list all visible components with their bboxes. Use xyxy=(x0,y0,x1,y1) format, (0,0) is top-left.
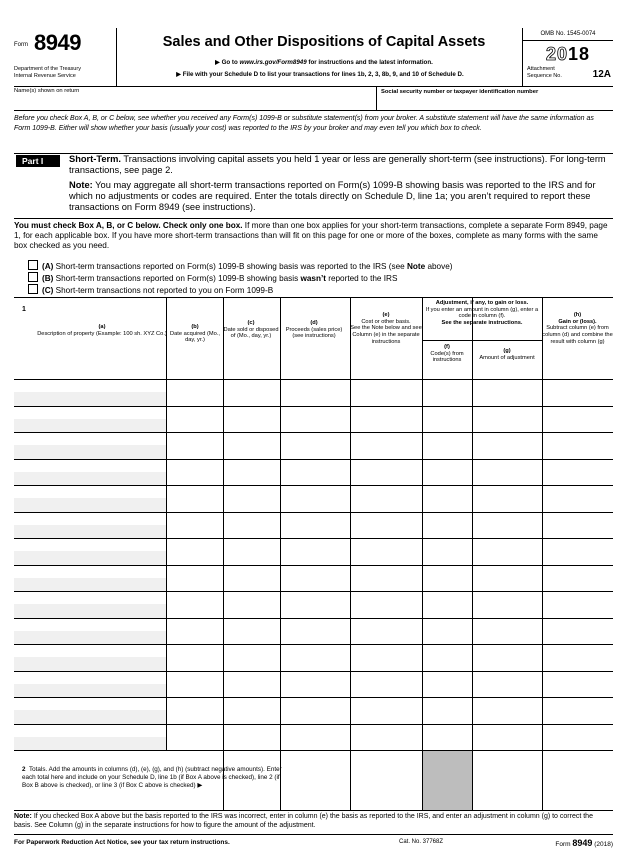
note-label: Note: xyxy=(69,180,93,190)
col-h-header xyxy=(542,312,613,346)
table-cell-input[interactable] xyxy=(350,485,422,512)
table-cell-input[interactable] xyxy=(542,697,613,724)
irs-url-link[interactable]: www.irs.gov/Form8949 xyxy=(239,59,307,66)
table-cell-input[interactable] xyxy=(280,538,350,565)
col-c-header xyxy=(223,320,279,340)
table-cell-input[interactable] xyxy=(350,512,422,539)
table-cell-input[interactable] xyxy=(350,618,422,645)
table-cell-input[interactable] xyxy=(166,485,223,512)
table-cell-input[interactable] xyxy=(280,618,350,645)
table-cell-input[interactable] xyxy=(166,459,223,486)
col-a-text: Description of property (Example: 100 sh. XYZ Co.) xyxy=(37,330,167,337)
table-cell-input[interactable] xyxy=(280,485,350,512)
table-cell-input[interactable] xyxy=(350,565,422,592)
table-cell-input[interactable] xyxy=(422,697,472,724)
goto-prefix: ▶ Go to xyxy=(215,59,240,66)
col-f-letter: (f) xyxy=(444,344,450,350)
checkbox-b-row[interactable] xyxy=(28,272,397,284)
instructions-link-line xyxy=(126,59,522,66)
table-cell-input[interactable] xyxy=(166,512,223,539)
table-cell-input[interactable] xyxy=(14,432,166,459)
table-cell-input[interactable] xyxy=(542,618,613,645)
table-cell-input[interactable] xyxy=(422,538,472,565)
col-b-text: Date acquired (Mo., day, yr.) xyxy=(170,330,220,344)
table-cell-input[interactable] xyxy=(422,671,472,698)
table-cell-input[interactable] xyxy=(166,697,223,724)
col-f-header xyxy=(422,344,472,364)
form-word: Form xyxy=(14,42,28,48)
name-field[interactable]: Name(s) shown on return xyxy=(14,88,80,94)
table-cell-input[interactable] xyxy=(422,565,472,592)
table-cell-input[interactable] xyxy=(223,591,280,618)
table-cell-input[interactable] xyxy=(223,379,280,406)
col-f-text: Code(s) from instructions xyxy=(430,350,464,364)
basis-note xyxy=(14,810,613,830)
col-d-letter: (d) xyxy=(310,320,318,326)
col-h-text: Subtract column (e) from column (d) and combine the result with column (g) xyxy=(542,325,613,345)
totals-text: Totals. Add the amounts in columns (d), (e), (g), and (h) (subtract negative amounts). Enter each total here and include on your Schedule D, line 1b (if Box A above is checked), line 2 (if Box B above is checked), or line 3 (if Box C above is checked) ▶ xyxy=(22,766,282,789)
table-cell-input[interactable] xyxy=(166,538,223,565)
table-cell-input[interactable] xyxy=(280,406,350,433)
table-cell-input[interactable] xyxy=(280,432,350,459)
table-cell-input[interactable] xyxy=(422,485,472,512)
table-cell-input[interactable] xyxy=(14,618,166,645)
form-id-block xyxy=(14,28,117,86)
table-cell-input[interactable] xyxy=(14,512,166,539)
table-cell-input[interactable] xyxy=(166,591,223,618)
line-number-1: 1 xyxy=(22,306,26,313)
form-title: Sales and Other Dispositions of Capital Assets xyxy=(162,34,486,50)
table-cell-input[interactable] xyxy=(166,724,223,751)
table-cell-input[interactable] xyxy=(422,432,472,459)
checkbox-b[interactable] xyxy=(28,272,38,282)
basis-note-label: Note: xyxy=(14,813,32,820)
part-heading-text xyxy=(69,154,609,175)
table-cell-input[interactable] xyxy=(350,697,422,724)
col-e-text1: Cost or other basis. xyxy=(361,318,411,325)
part-heading: Short-Term. xyxy=(69,154,121,164)
form-header xyxy=(14,28,613,87)
part-label: Part I xyxy=(16,155,60,167)
table-cell-input[interactable] xyxy=(542,565,613,592)
table-cell-input[interactable] xyxy=(14,724,166,751)
footer-form-number: 8949 xyxy=(572,838,593,848)
table-cell-input[interactable] xyxy=(223,512,280,539)
table-cell-input[interactable] xyxy=(542,671,613,698)
col-e-letter: (e) xyxy=(382,312,390,318)
table-cell-input[interactable] xyxy=(280,724,350,751)
checkbox-a-bold: Note xyxy=(406,262,426,271)
table-cell-input[interactable] xyxy=(14,485,166,512)
year-outline: 20 xyxy=(545,44,568,64)
checkbox-c-row[interactable] xyxy=(28,284,273,296)
footer-form-word: Form xyxy=(555,841,571,848)
table-cell-input[interactable] xyxy=(223,671,280,698)
table-cell-input[interactable] xyxy=(14,697,166,724)
checkbox-a-row[interactable] xyxy=(28,260,452,272)
table-cell-input[interactable] xyxy=(472,538,542,565)
attachment-label: Attachment xyxy=(527,66,555,72)
col-b-header xyxy=(166,324,224,344)
footer-form-year: (2018) xyxy=(594,841,613,848)
ssn-field[interactable]: Social security number or taxpayer identification number xyxy=(376,86,614,110)
col-a-letter: (a) xyxy=(98,324,106,330)
table-cell-input[interactable] xyxy=(472,406,542,433)
table-cell-input[interactable] xyxy=(422,459,472,486)
table-cell-input[interactable] xyxy=(223,618,280,645)
table-cell-input[interactable] xyxy=(223,565,280,592)
adj-bold: See the separate instructions. xyxy=(441,320,523,327)
table-cell-input[interactable] xyxy=(166,618,223,645)
table-cell-input[interactable] xyxy=(280,671,350,698)
tax-year xyxy=(523,44,613,65)
basis-note-text: If you checked Box A above but the basis reported to the IRS was incorrect, enter in column (e) the basis as reported to the IRS, and enter an adjustment in column (g) to correct the basis. See Column (g) in the separate instructions for how to figure the amount of the adjustment. xyxy=(14,813,593,829)
col-g-letter: (g) xyxy=(503,348,511,354)
checkbox-c-text: Short-term transactions not reported to you on Form 1099-B xyxy=(53,286,274,295)
sequence-number: 12A xyxy=(592,69,611,80)
table-cell-input[interactable] xyxy=(472,618,542,645)
table-cell-input[interactable] xyxy=(542,485,613,512)
table-cell-input[interactable] xyxy=(280,591,350,618)
col-h-letter: (h) xyxy=(573,312,582,318)
table-cell-input[interactable] xyxy=(422,644,472,671)
table-cell-input[interactable] xyxy=(472,644,542,671)
totals-line xyxy=(22,766,282,790)
table-cell-input[interactable] xyxy=(223,538,280,565)
table-cell-input[interactable] xyxy=(422,512,472,539)
must-check-lead: You must check Box A, B, or C below. Check only one box. xyxy=(14,221,243,230)
col-c-letter: (c) xyxy=(247,320,255,326)
table-cell-input[interactable] xyxy=(350,591,422,618)
sequence-label: Sequence No. xyxy=(527,72,562,79)
table-cell-input[interactable] xyxy=(280,379,350,406)
table-cell-input[interactable] xyxy=(280,697,350,724)
table-cell-input[interactable] xyxy=(472,591,542,618)
adjustment-subheader-divider xyxy=(422,340,542,341)
footer-form-id xyxy=(555,838,613,848)
table-cell-input[interactable] xyxy=(166,565,223,592)
totals-code-cell-disabled xyxy=(422,750,472,810)
note-text: You may aggregate all short-term transactions reported on Form(s) 1099-B showing basis was reported to the IRS and for which no adjustments or codes are required. Enter the totals directly on Schedule D, line 1a; you aren’t required to report these transactions on Form 8949 (see instructions). xyxy=(69,180,596,212)
checkbox-c[interactable] xyxy=(28,284,38,294)
omb-block xyxy=(522,28,613,86)
table-cell-input[interactable] xyxy=(472,432,542,459)
table-cell-input[interactable] xyxy=(166,406,223,433)
form-number: 8949 xyxy=(34,30,81,55)
table-cell-input[interactable] xyxy=(280,459,350,486)
table-cell-input[interactable] xyxy=(472,671,542,698)
table-cell-input[interactable] xyxy=(14,406,166,433)
table-cell-input[interactable] xyxy=(422,618,472,645)
table-cell-input[interactable] xyxy=(350,644,422,671)
checkbox-b-bold: wasn’t xyxy=(300,274,326,283)
name-ssn-row xyxy=(14,86,613,111)
adj-text: If you enter an amount in column (g), enter a code in column (f). xyxy=(425,306,539,320)
checkbox-b-after: reported to the IRS xyxy=(325,274,398,283)
paperwork-notice: For Paperwork Reduction Act Notice, see your tax return instructions. xyxy=(14,839,230,846)
file-with-line: ▶ File with your Schedule D to list your transactions for lines 1b, 2, 3, 8b, 9, and 10 of Schedule D. xyxy=(176,71,464,78)
checkbox-b-letter: (B) xyxy=(42,274,54,283)
checkbox-a-letter: (A) xyxy=(42,262,54,271)
year-bold: 18 xyxy=(568,44,591,64)
attachment-sequence xyxy=(527,66,562,79)
table-cell-input[interactable] xyxy=(350,724,422,751)
table-cell-input[interactable] xyxy=(350,538,422,565)
col-c-text: Date sold or disposed of (Mo., day, yr.) xyxy=(223,326,279,340)
table-cell-input[interactable] xyxy=(280,565,350,592)
table-cell-input[interactable] xyxy=(422,379,472,406)
table-cell-input[interactable] xyxy=(542,724,613,751)
table-cell-input[interactable] xyxy=(542,406,613,433)
col-e-text2: See the Note below and see Column (e) in the separate instructions xyxy=(350,325,422,345)
col-g-text: Amount of adjustment xyxy=(479,354,535,361)
table-cell-input[interactable] xyxy=(14,538,166,565)
checkbox-a-after: above) xyxy=(425,262,453,271)
table-cell-input[interactable] xyxy=(14,591,166,618)
irs-name: Internal Revenue Service xyxy=(14,73,76,79)
table-cell-input[interactable] xyxy=(14,565,166,592)
table-cell-input[interactable] xyxy=(350,459,422,486)
table-cell-input[interactable] xyxy=(280,512,350,539)
col-a-header xyxy=(36,324,168,337)
must-check-text xyxy=(14,221,612,251)
table-row-line xyxy=(14,750,613,751)
table-cell-input[interactable] xyxy=(14,379,166,406)
col-h-title: Gain or (loss). xyxy=(558,318,597,325)
omb-number: OMB No. 1545-0074 xyxy=(523,28,613,41)
table-cell-input[interactable] xyxy=(223,459,280,486)
form-footer xyxy=(14,834,613,851)
table-cell-input[interactable] xyxy=(223,406,280,433)
transactions-table xyxy=(14,297,613,810)
table-cell-input[interactable] xyxy=(472,697,542,724)
table-cell-input[interactable] xyxy=(350,432,422,459)
table-cell-input[interactable] xyxy=(542,432,613,459)
table-cell-input[interactable] xyxy=(223,697,280,724)
table-cell-input[interactable] xyxy=(166,671,223,698)
must-check-body: If more than one box applies for your short-term transactions, complete a separate Form 8949, page 1, for each applicable box. If you have more short-term transactions than will fit on this page for one or more of the boxes, complete as many forms with the same box checked as you need. xyxy=(14,221,608,250)
table-cell-input[interactable] xyxy=(166,379,223,406)
table-cell-input[interactable] xyxy=(542,538,613,565)
must-check-divider xyxy=(14,218,613,219)
table-cell-input[interactable] xyxy=(223,644,280,671)
department-label xyxy=(14,66,114,80)
department-name: Department of the Treasury xyxy=(14,66,81,72)
table-cell-input[interactable] xyxy=(422,406,472,433)
table-cell-input[interactable] xyxy=(542,379,613,406)
table-cell-input[interactable] xyxy=(472,512,542,539)
col-e-header xyxy=(350,312,422,346)
adjustment-header xyxy=(422,300,542,327)
table-cell-input[interactable] xyxy=(472,565,542,592)
table-cell-input[interactable] xyxy=(542,591,613,618)
checkbox-b-text: Short-term transactions reported on Form(s) 1099-B showing basis xyxy=(53,274,301,283)
checkbox-c-letter: (C) xyxy=(42,286,54,295)
table-cell-input[interactable] xyxy=(223,432,280,459)
table-cell-input[interactable] xyxy=(166,644,223,671)
table-cell-input[interactable] xyxy=(472,379,542,406)
table-cell-input[interactable] xyxy=(223,724,280,751)
adj-title: Adjustment, if any, to gain or loss. xyxy=(435,300,529,306)
col-b-letter: (b) xyxy=(191,324,199,330)
table-cell-input[interactable] xyxy=(14,459,166,486)
table-cell-input[interactable] xyxy=(14,644,166,671)
table-cell-input[interactable] xyxy=(422,591,472,618)
table-cell-input[interactable] xyxy=(166,432,223,459)
table-cell-input[interactable] xyxy=(14,671,166,698)
table-cell-input[interactable] xyxy=(350,671,422,698)
goto-suffix: for instructions and the latest information. xyxy=(306,59,433,66)
col-d-text: Proceeds (sales price) (see instructions) xyxy=(285,326,343,340)
table-cell-input[interactable] xyxy=(472,485,542,512)
table-cell-input[interactable] xyxy=(280,644,350,671)
checkbox-a-text: Short-term transactions reported on Form(s) 1099-B showing basis was reported to the IRS (see xyxy=(53,262,407,271)
table-cell-input[interactable] xyxy=(542,459,613,486)
table-cell-input[interactable] xyxy=(542,512,613,539)
table-cell-input[interactable] xyxy=(472,724,542,751)
totals-number: 2 xyxy=(22,766,26,773)
table-cell-input[interactable] xyxy=(542,644,613,671)
aggregate-note xyxy=(69,180,609,213)
part-description: Transactions involving capital assets you held 1 year or less are generally short-term (see instructions). For long-term transactions, see page 2. xyxy=(69,154,606,175)
table-cell-input[interactable] xyxy=(350,406,422,433)
table-cell-input[interactable] xyxy=(223,485,280,512)
table-cell-input[interactable] xyxy=(472,459,542,486)
table-cell-input[interactable] xyxy=(350,379,422,406)
col-d-header xyxy=(280,320,348,340)
intro-text: Before you check Box A, B, or C below, see whether you received any Form(s) 1099-B or substitute statement(s) from your broker. A substitute statement will have the same information as Form 1099-B. Either will show whether your basis (usually your cost) was reported to the IRS by your broker and may even tell you which box to check. xyxy=(14,115,594,132)
col-g-header xyxy=(472,348,542,361)
cat-number: Cat. No. 37768Z xyxy=(399,839,444,845)
checkbox-a[interactable] xyxy=(28,260,38,270)
table-cell-input[interactable] xyxy=(422,724,472,751)
